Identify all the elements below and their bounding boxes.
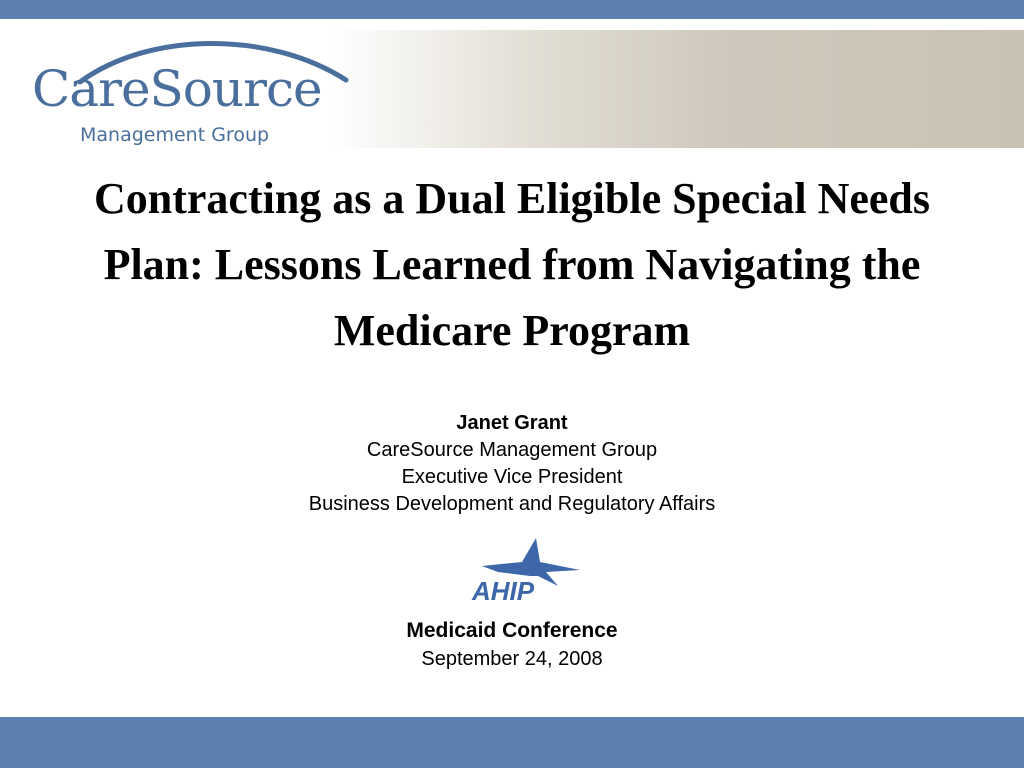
ahip-logo <box>462 536 586 606</box>
conference-name: Medicaid Conference <box>406 619 618 642</box>
presenter-role: Executive Vice President <box>401 466 623 488</box>
slide-title: Contracting as a Dual Eligible Special Needs Plan: Lessons Learned from Navigating the Medicare Program <box>93 174 931 355</box>
presenter-name: Janet Grant <box>456 412 568 434</box>
conference-date: September 24, 2008 <box>421 648 603 670</box>
conference-block <box>312 616 712 674</box>
bottom-accent-bar <box>0 717 1024 768</box>
logo-subtitle: Management Group <box>80 124 270 146</box>
presenter-block <box>212 410 812 518</box>
ahip-logo-text: AHIP <box>472 576 535 606</box>
presenter-department: Business Development and Regulatory Affairs <box>308 493 716 515</box>
top-accent-bar <box>0 0 1024 19</box>
logo-wordmark: CareSource <box>32 60 322 118</box>
presenter-organization: CareSource Management Group <box>366 439 658 461</box>
caresource-logo <box>28 34 373 146</box>
